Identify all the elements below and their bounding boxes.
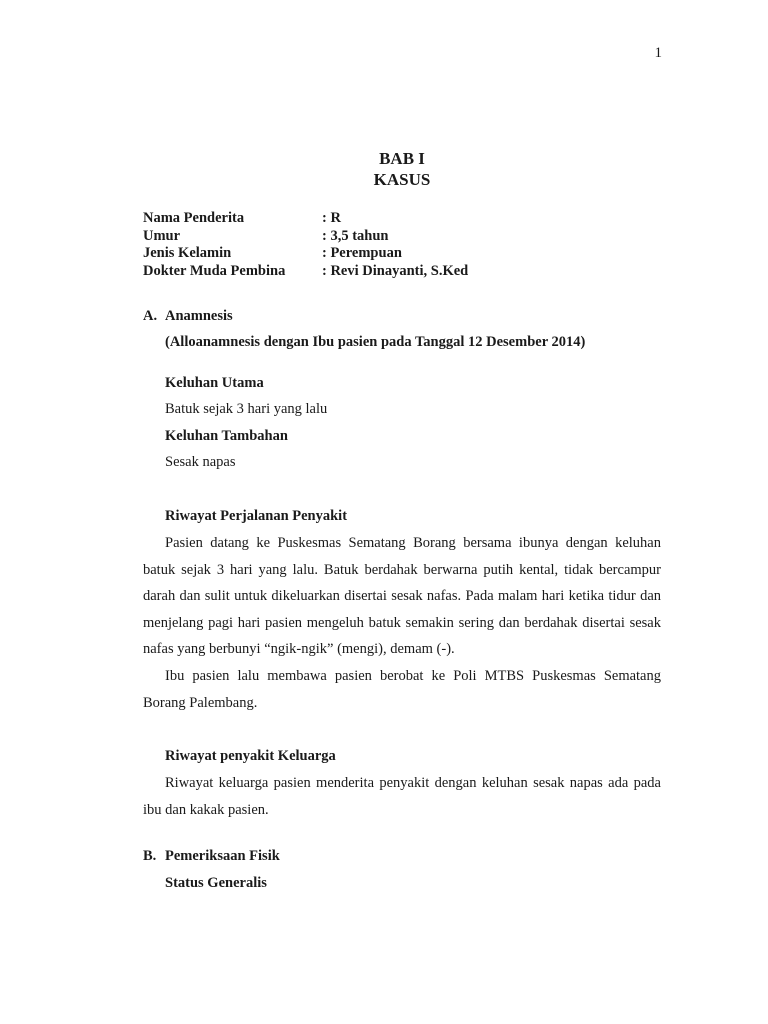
identity-value: : 3,5 tahun [322, 227, 389, 244]
riwayat-keluarga-paragraph: Riwayat keluarga pasien menderita penyakit dengan keluhan sesak napas ada pada ibu dan kakak pasien. [143, 775, 661, 818]
section-a-title: Anamnesis [165, 308, 233, 324]
identity-value: : Perempuan [322, 245, 402, 261]
identity-value: : Revi Dinayanti, S.Ked [322, 262, 469, 279]
section-a-heading [143, 308, 233, 325]
identity-label: Nama Penderita [143, 210, 245, 226]
status-generalis-title: Status Generalis [165, 875, 267, 891]
identity-row-umur [143, 228, 468, 246]
chapter-title: BAB I [379, 149, 425, 168]
section-b-heading [143, 848, 280, 865]
riwayat-perjalanan-title: Riwayat Perjalanan Penyakit [165, 508, 348, 524]
identity-value: : R [322, 210, 341, 226]
identity-row-dokter [143, 263, 468, 281]
keluhan-utama-text: Batuk sejak 3 hari yang lalu [165, 401, 328, 417]
keluhan-tambahan-text: Sesak napas [165, 454, 236, 470]
identity-label: Umur [143, 227, 181, 244]
section-b-title: Pemeriksaan Fisik [165, 848, 280, 864]
identity-label: Jenis Kelamin [143, 245, 232, 261]
anamnesis-note: (Alloanamnesis dengan Ibu pasien pada Tanggal 12 Desember 2014) [165, 334, 586, 350]
keluhan-tambahan-title: Keluhan Tambahan [165, 428, 288, 444]
riwayat-keluarga-title: Riwayat penyakit Keluarga [165, 748, 336, 764]
identity-row-nama [143, 210, 468, 228]
patient-identity-table [143, 210, 468, 280]
riwayat-perjalanan-paragraph-2: Ibu pasien lalu membawa pasien berobat ke Poli MTBS Puskesmas Sematang Borang Palembang. [143, 668, 661, 711]
keluhan-utama-title: Keluhan Utama [165, 375, 264, 391]
riwayat-perjalanan-paragraph-1: Pasien datang ke Puskesmas Sematang Borang bersama ibunya dengan keluhan batuk sejak 3 hari yang lalu. Batuk berdahak berwarna putih kental, tidak bercampur darah dan sulit untuk dikeluarkan disertai sesak nafas. Pada malam hari ketika tidur dan menjelang pagi hari pasien mengeluh batuk semakin sering dan berdahak disertai sesak nafas yang berbunyi “ngik-ngik” (mengi), demam (-). [143, 535, 661, 658]
section-a-marker: A. [143, 308, 158, 324]
section-b-marker: B. [143, 848, 157, 864]
page-number: 1 [654, 45, 662, 61]
identity-row-jenis-kelamin [143, 245, 468, 263]
chapter-subtitle: KASUS [373, 170, 431, 189]
identity-label: Dokter Muda Pembina [143, 262, 286, 279]
